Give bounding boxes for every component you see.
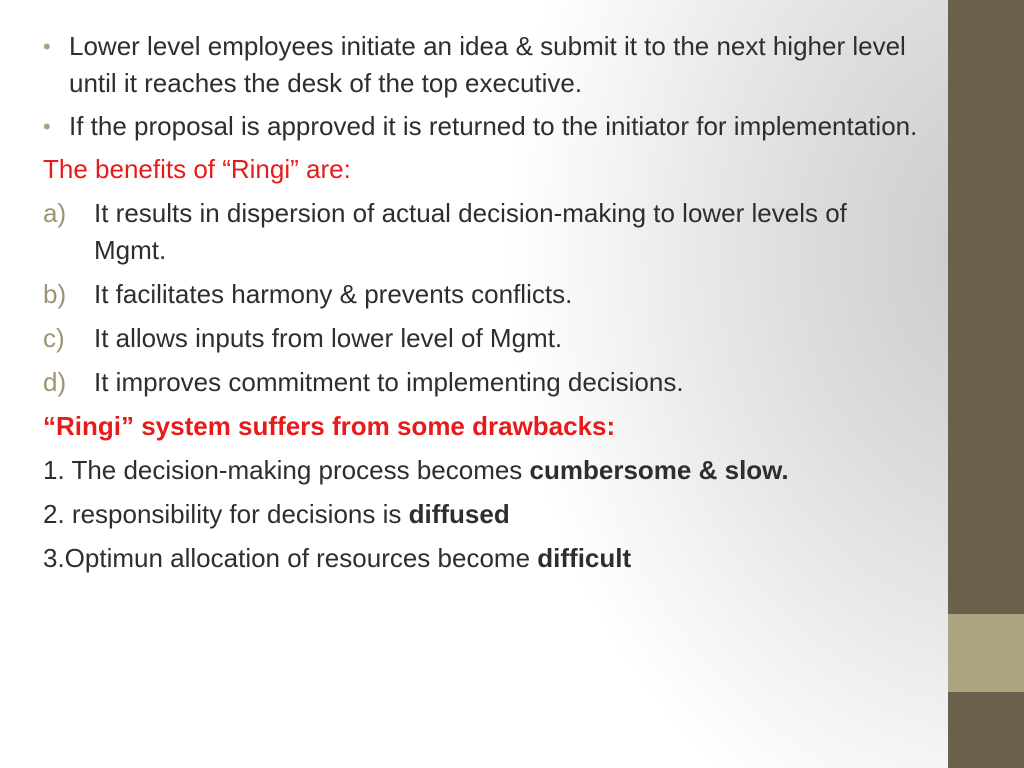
slide-content: [43, 28, 923, 584]
bullet-text: If the proposal is approved it is returned to the initiator for implementation.: [69, 111, 918, 141]
benefit-item: [43, 276, 923, 313]
benefit-marker: d): [43, 367, 67, 397]
drawback-emphasis: difficult: [537, 543, 632, 573]
benefits-heading: The benefits of “Ringi” are:: [43, 154, 351, 184]
benefit-text: It facilitates harmony & prevents conflicts.: [94, 279, 573, 309]
benefit-item: [43, 195, 923, 269]
benefit-text: It improves commitment to implementing decisions.: [94, 367, 684, 397]
benefit-item: [43, 320, 923, 357]
benefit-marker: a): [43, 198, 67, 228]
bullet-dot-icon: •: [43, 34, 51, 59]
benefit-item: [43, 364, 923, 401]
drawback-text: 3.Optimun allocation of resources become: [43, 543, 538, 573]
benefit-marker: c): [43, 323, 65, 353]
bullet-text: Lower level employees initiate an idea & submit it to the next higher level until it reaches the desk of the top executive.: [69, 31, 906, 98]
bullet-item: [43, 108, 923, 145]
drawback-emphasis: diffused: [408, 499, 510, 529]
benefit-marker: b): [43, 279, 67, 309]
drawback-item: [43, 496, 923, 533]
benefit-text: It allows inputs from lower level of Mgmt.: [94, 323, 563, 353]
drawback-item: [43, 540, 923, 577]
benefit-text: It results in dispersion of actual decision-making to lower levels of Mgmt.: [94, 198, 847, 265]
drawback-emphasis: cumbersome & slow.: [529, 455, 789, 485]
drawback-text: 1. The decision-making process becomes: [43, 455, 530, 485]
drawback-text: 2. responsibility for decisions is: [43, 499, 409, 529]
bullet-dot-icon: •: [43, 114, 51, 139]
drawback-item: [43, 452, 923, 489]
bullet-item: [43, 28, 923, 102]
drawbacks-heading: “Ringi” system suffers from some drawbacks:: [43, 411, 616, 441]
slide-sidebar-accent: [948, 614, 1024, 692]
